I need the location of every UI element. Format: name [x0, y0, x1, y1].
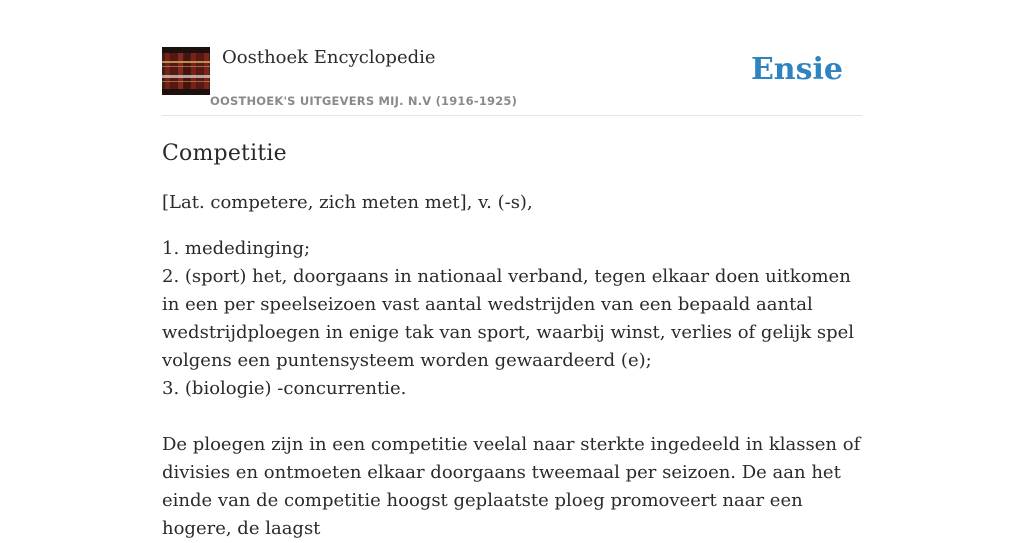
article-title: Competitie	[162, 141, 287, 166]
header	[162, 46, 862, 116]
definition-list	[162, 235, 862, 403]
bookshelf-avatar-icon[interactable]	[162, 47, 210, 95]
article-paragraph: De ploegen zijn in een competitie veelal naar sterkte ingedeeld in klassen of divisies en ontmoeten elkaar doorgaans tweemaal per seizoen. De aan het einde van de competitie hoogst geplaatste ploeg promoveert naar een hogere, de laagst	[162, 434, 861, 539]
brand-logo-link[interactable]: Ensie	[750, 52, 843, 87]
article-content	[162, 137, 862, 543]
definition-item: 3. (biologie) -concurrentie.	[162, 378, 407, 399]
article-etymology: [Lat. competere, zich meten met], v. (-s),	[162, 192, 533, 213]
site-title[interactable]: Oosthoek Encyclopedie	[222, 47, 436, 68]
site-subtitle: OOSTHOEK'S UITGEVERS MIJ. N.V (1916-1925)	[210, 94, 518, 108]
definition-item: 1. mededinging;	[162, 238, 311, 259]
definition-item: 2. (sport) het, doorgaans in nationaal verband, tegen elkaar doen uitkomen in een per speelseizoen vast aantal wedstrijden van een bepaald aantal wedstrijdploegen in enige tak van sport, waarbij winst, verlies of gelijk spel volgens een puntensysteem worden gewaardeerd (e);	[162, 266, 854, 371]
